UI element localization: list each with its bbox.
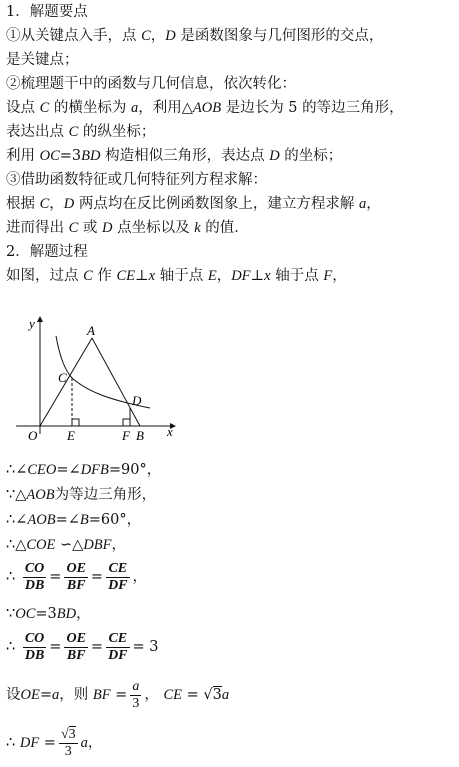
text: ， [49, 196, 64, 212]
equals: = [90, 639, 104, 655]
var-D: D [63, 196, 75, 212]
denominator: DB [24, 647, 45, 663]
paragraph-key-point-1 [6, 26, 383, 46]
var-OC: OC [15, 606, 36, 622]
numerator: CE [106, 631, 129, 648]
step-DF-value [6, 724, 102, 762]
var-D: D [102, 220, 113, 236]
numerator: CO [24, 630, 45, 646]
denominator: BF [66, 647, 86, 663]
var-AOB: AOB [192, 100, 222, 116]
var-DFB: DFB [80, 462, 109, 478]
var-DBF: DBF [83, 537, 112, 553]
text: 的横坐标为 [53, 100, 127, 116]
text: 的纵坐标； [82, 124, 156, 140]
therefore: ∴ [6, 639, 16, 655]
var-AOB: AOB [27, 512, 56, 528]
var-AOB: AOB [26, 487, 55, 503]
fraction-OE-BF [64, 561, 87, 594]
label-A: A [87, 323, 95, 338]
text: =∠ [56, 462, 81, 478]
text: ∵△ [6, 487, 27, 503]
var-BD: BD [56, 606, 77, 622]
text: 的坐标； [284, 148, 343, 164]
paragraph-construction [6, 266, 347, 286]
numerator: CO [24, 560, 45, 576]
label-E: E [67, 428, 75, 443]
var-F: F [323, 268, 333, 284]
text: =60°， [88, 512, 142, 528]
text: ， [87, 735, 103, 751]
text: = [39, 687, 52, 703]
var-CEO: CEO [27, 462, 57, 478]
text: ∴∠ [6, 462, 28, 478]
paragraph-key-point-1-cont: 是关键点； [6, 52, 79, 68]
right-angle-F [123, 419, 130, 426]
fraction-CE-DF [106, 631, 129, 664]
sqrt-icon: √ [60, 726, 69, 742]
paragraph-then-get [6, 218, 249, 238]
var-DF: DF [19, 735, 40, 751]
step-similar [6, 535, 126, 555]
var-x: x [264, 268, 271, 284]
var-C: C [39, 100, 50, 116]
text: 设 [6, 687, 21, 703]
therefore: ∴ [6, 569, 16, 585]
denominator: 3 [132, 695, 140, 711]
equals: = [39, 735, 56, 751]
text: ，则 [59, 687, 89, 703]
segment-AB [92, 338, 140, 426]
text: =3 [35, 606, 57, 622]
var-CE: CE [116, 268, 136, 284]
fraction-a-over-3 [130, 679, 141, 712]
text: ①从关键点入手，点 [6, 28, 137, 44]
text: 轴于点 [275, 268, 319, 284]
paragraph-according-CD [6, 194, 381, 214]
var-a: a [221, 687, 230, 703]
step-equilateral [6, 485, 156, 505]
var-C: C [141, 28, 151, 44]
var-OE: OE [20, 687, 40, 703]
paragraph-key-point-3: ③借助函数特征或几何特征列方程求解： [6, 172, 267, 188]
text: =90°， [108, 462, 162, 478]
therefore: ∴ [6, 735, 16, 751]
step-set-OE [6, 678, 229, 712]
text: 两点均在反比例函数图象上，建立方程求解 [78, 196, 355, 212]
numerator: CE [106, 561, 129, 578]
text: ， [366, 196, 381, 212]
fraction-CO-DB [23, 631, 46, 664]
label-D: D [132, 393, 142, 408]
var-C: C [68, 124, 79, 140]
text: ， [111, 537, 126, 553]
var-k: k [194, 220, 201, 236]
text: 是边长为 5 的等边三角形， [225, 100, 404, 116]
heading-solution: 2．解题过程 [6, 244, 88, 260]
label-F: F [122, 428, 130, 443]
var-a: a [80, 735, 88, 751]
var-OC: OC [39, 148, 60, 164]
numerator: a [132, 678, 140, 694]
var-D: D [165, 28, 176, 44]
sqrt-radicand: 3 [68, 726, 76, 742]
step-angles-60 [6, 510, 141, 530]
text: 是函数图象与几何图形的交点， [180, 28, 384, 44]
text: 利用 [6, 148, 35, 164]
text: =∠ [55, 512, 80, 528]
var-C: C [68, 220, 79, 236]
denominator: BF [66, 577, 86, 593]
numerator: OE [66, 560, 86, 576]
step-ratio-1 [6, 560, 147, 594]
label-y: y [29, 316, 35, 331]
text: ， [216, 268, 232, 284]
sqrt-radicand: 3 [212, 687, 222, 703]
fraction-CE-DF [106, 561, 129, 594]
paragraph-key-point-2: ②梳理题干中的函数与几何信息，依次转化： [6, 76, 296, 92]
numerator: OE [66, 630, 86, 646]
var-E: E [207, 268, 217, 284]
geometry-figure [10, 308, 185, 448]
text: 点坐标以及 [117, 220, 190, 236]
paragraph-set-point-C [6, 98, 404, 118]
fraction-CO-DB [23, 561, 46, 594]
text: 或 [82, 220, 98, 236]
text: =3 [59, 148, 82, 164]
text: ∵ [6, 606, 16, 622]
y-axis-arrow [37, 316, 43, 322]
text: 设点 [6, 100, 35, 116]
text: ， [132, 569, 148, 585]
fraction-sqrt3-over-3 [59, 727, 78, 760]
text: ∽△ [55, 537, 84, 553]
right-angle-E [72, 419, 79, 426]
var-DF: DF [231, 268, 251, 284]
heading-key-points: 1．解题要点 [6, 4, 88, 20]
text: ∴△ [6, 537, 27, 553]
denominator: DB [24, 577, 45, 593]
text: ， [332, 268, 347, 284]
text: ， [76, 606, 91, 622]
text: 如图，过点 [6, 268, 79, 284]
text: 进而得出 [6, 220, 64, 236]
paragraph-express-C [6, 122, 155, 142]
var-a: a [52, 687, 60, 703]
var-CE: CE [163, 687, 182, 703]
label-x: x [167, 424, 173, 439]
equals: = [90, 569, 104, 585]
equals: = [49, 639, 62, 655]
label-B: B [136, 428, 144, 443]
fraction-OE-BF [64, 631, 87, 664]
text: 为等边三角形， [54, 487, 157, 503]
equals-three: = 3 [132, 639, 159, 655]
text: 轴于点 [159, 268, 204, 284]
text: 的值． [205, 220, 249, 236]
text: ∴∠ [6, 512, 28, 528]
perp: ⊥ [135, 268, 149, 284]
perp: ⊥ [250, 268, 265, 284]
numerator [59, 727, 78, 744]
equals: = [110, 687, 128, 703]
label-O: O [28, 428, 38, 443]
text: ， [150, 28, 166, 44]
text: ， [144, 687, 159, 703]
var-C: C [83, 268, 93, 284]
var-a: a [131, 100, 139, 116]
text: 构造相似三角形，表达点 [105, 148, 265, 164]
var-BD: BD [81, 148, 101, 164]
var-COE: COE [26, 537, 56, 553]
label-C: C [58, 370, 67, 385]
step-right-angles [6, 460, 161, 480]
sqrt-icon: √ [203, 687, 213, 703]
equals: = [181, 687, 199, 703]
denominator: DF [108, 577, 128, 593]
var-a: a [358, 196, 367, 212]
step-OC-3BD [6, 604, 91, 624]
var-BF: BF [92, 687, 111, 703]
var-D: D [269, 148, 280, 164]
text: 作 [97, 268, 112, 284]
equals: = [49, 569, 62, 585]
text: 根据 [6, 196, 35, 212]
denominator: 3 [64, 743, 72, 759]
var-B: B [79, 512, 89, 528]
text: 表达出点 [6, 124, 64, 140]
denominator: DF [108, 647, 128, 663]
paragraph-use-OC [6, 146, 342, 166]
step-ratio-2 [6, 630, 159, 664]
var-x: x [148, 268, 156, 284]
text: ，利用△ [138, 100, 193, 116]
var-C: C [39, 196, 50, 212]
